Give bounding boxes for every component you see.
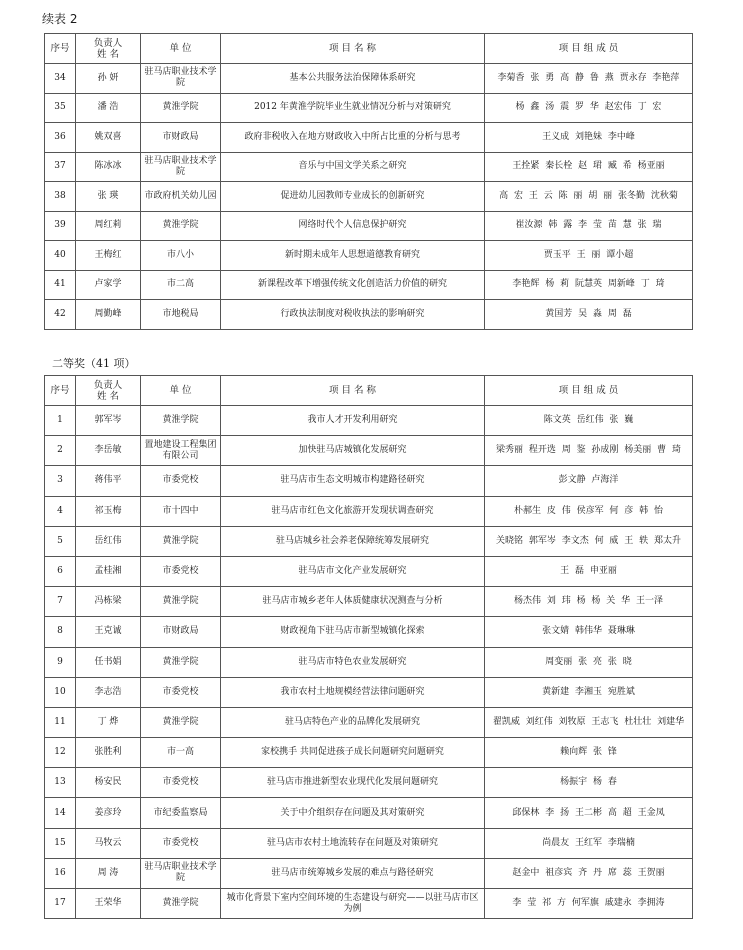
row-members: 黄国芳 吴 淼 周 磊 (485, 300, 693, 330)
table-row (45, 707, 693, 737)
row-leader: 张 瑛 (76, 182, 141, 212)
row-members: 梁秀丽 程开选 周 鉴 孙成刚 杨美丽 曹 琦 (485, 436, 693, 466)
row-members: 赵金中 祖彦宾 齐 丹 席 蕊 王贺丽 (485, 858, 693, 888)
row-project: 城市化背景下室内空间环境的生态建设与研究——以驻马店市区为例 (221, 889, 485, 919)
row-project: 音乐与中国文学关系之研究 (221, 152, 485, 182)
row-index: 15 (45, 828, 76, 858)
header-index: 序号 (45, 34, 76, 64)
table-row (45, 677, 693, 707)
row-leader: 周勤峰 (76, 300, 141, 330)
row-unit: 市财政局 (141, 617, 221, 647)
header-project: 项 目 名 称 (221, 34, 485, 64)
row-leader: 李岳敏 (76, 436, 141, 466)
row-unit: 置地建设工程集团有限公司 (141, 436, 221, 466)
row-project: 驻马店市推进新型农业现代化发展问题研究 (221, 768, 485, 798)
header-unit: 单 位 (141, 34, 221, 64)
row-leader: 孙 妍 (76, 64, 141, 94)
table-header-row (45, 376, 693, 406)
row-index: 7 (45, 587, 76, 617)
table-row (45, 496, 693, 526)
row-project: 家校携手 共同促进孩子成长问题研究问题研究 (221, 738, 485, 768)
row-unit: 市地税局 (141, 300, 221, 330)
row-leader: 周 涛 (76, 858, 141, 888)
row-index: 8 (45, 617, 76, 647)
row-leader: 陈冰冰 (76, 152, 141, 182)
row-project: 驻马店市生态文明城市构建路径研究 (221, 466, 485, 496)
row-leader: 蒋伟平 (76, 466, 141, 496)
row-project: 政府非税收入在地方财政收入中所占比重的分析与思考 (221, 123, 485, 153)
row-index: 38 (45, 182, 76, 212)
row-leader: 岳红伟 (76, 526, 141, 556)
row-project: 财政视角下驻马店市新型城镇化探索 (221, 617, 485, 647)
row-members: 陈文英 岳红伟 张 巍 (485, 406, 693, 436)
row-unit: 驻马店职业技术学院 (141, 858, 221, 888)
row-project: 2012 年黄淮学院毕业生就业情况分析与对策研究 (221, 93, 485, 123)
row-unit: 市八小 (141, 241, 221, 271)
table-row (45, 556, 693, 586)
row-index: 16 (45, 858, 76, 888)
row-index: 9 (45, 647, 76, 677)
row-members: 贾玉平 王 丽 谭小超 (485, 241, 693, 271)
row-members: 赖向辉 张 锋 (485, 738, 693, 768)
row-members: 杨杰伟 刘 玮 杨 杨 关 华 王一泽 (485, 587, 693, 617)
row-members: 彭文静 卢海洋 (485, 466, 693, 496)
row-index: 42 (45, 300, 76, 330)
row-leader: 姚双喜 (76, 123, 141, 153)
row-members: 高 宏 王 云 陈 丽 胡 丽 张冬勤 沈秋菊 (485, 182, 693, 212)
table-row (45, 617, 693, 647)
row-project: 驻马店市统筹城乡发展的难点与路径研究 (221, 858, 485, 888)
row-leader: 马牧云 (76, 828, 141, 858)
table-row (45, 738, 693, 768)
row-members: 朴郝生 皮 伟 侯彦军 何 彦 韩 怡 (485, 496, 693, 526)
table-first-prize-continued (44, 33, 693, 330)
row-index: 14 (45, 798, 76, 828)
row-index: 1 (45, 406, 76, 436)
row-leader: 冯栋梁 (76, 587, 141, 617)
row-unit: 驻马店职业技术学院 (141, 152, 221, 182)
row-members: 李 莹 祁 方 何军旗 戚建永 李拥涛 (485, 889, 693, 919)
row-members: 王 磊 申亚丽 (485, 556, 693, 586)
header-members: 项 目 组 成 员 (485, 34, 693, 64)
row-project: 驻马店市特色农业发展研究 (221, 647, 485, 677)
row-leader: 孟桂湘 (76, 556, 141, 586)
row-leader: 周红莉 (76, 211, 141, 241)
row-unit: 市十四中 (141, 496, 221, 526)
row-unit: 市委党校 (141, 828, 221, 858)
table-row (45, 123, 693, 153)
row-project: 基本公共服务法治保障体系研究 (221, 64, 485, 94)
row-unit: 市纪委监察局 (141, 798, 221, 828)
row-leader: 任书娟 (76, 647, 141, 677)
row-index: 5 (45, 526, 76, 556)
row-leader: 王荣华 (76, 889, 141, 919)
row-members: 张文婧 韩伟华 聂琳琳 (485, 617, 693, 647)
row-leader: 祁玉梅 (76, 496, 141, 526)
row-leader: 李志浩 (76, 677, 141, 707)
row-leader: 潘 浩 (76, 93, 141, 123)
table-row (45, 768, 693, 798)
row-unit: 黄淮学院 (141, 707, 221, 737)
table-row (45, 436, 693, 466)
header-project: 项 目 名 称 (221, 376, 485, 406)
row-index: 34 (45, 64, 76, 94)
table-row (45, 241, 693, 271)
table-row (45, 587, 693, 617)
row-project: 我市农村土地规模经营法律问题研究 (221, 677, 485, 707)
row-unit: 黄淮学院 (141, 93, 221, 123)
row-unit: 黄淮学院 (141, 526, 221, 556)
row-project: 新课程改革下增强传统文化创造活力价值的研究 (221, 270, 485, 300)
row-index: 2 (45, 436, 76, 466)
row-members: 李艳辉 杨 莉 阮慧英 周新峰 丁 琦 (485, 270, 693, 300)
row-members: 邱保林 李 扬 王二彬 高 超 王金凤 (485, 798, 693, 828)
row-leader: 姜彦玲 (76, 798, 141, 828)
table-row (45, 64, 693, 94)
row-unit: 驻马店职业技术学院 (141, 64, 221, 94)
row-members: 关晓铭 郭军岑 李文杰 何 威 王 轶 郑太升 (485, 526, 693, 556)
row-index: 37 (45, 152, 76, 182)
row-index: 36 (45, 123, 76, 153)
row-project: 新时期未成年人思想道德教育研究 (221, 241, 485, 271)
row-project: 驻马店特色产业的品牌化发展研究 (221, 707, 485, 737)
row-project: 驻马店市红色文化旅游开发现状调查研究 (221, 496, 485, 526)
row-index: 40 (45, 241, 76, 271)
table-second-prize (44, 375, 693, 919)
row-index: 35 (45, 93, 76, 123)
row-index: 3 (45, 466, 76, 496)
row-unit: 市一高 (141, 738, 221, 768)
table-row (45, 858, 693, 888)
second-prize-title: 二等奖（41 项） (52, 357, 136, 370)
row-index: 39 (45, 211, 76, 241)
row-project: 驻马店城乡社会养老保障统筹发展研究 (221, 526, 485, 556)
row-project: 驻马店市文化产业发展研究 (221, 556, 485, 586)
table-row (45, 211, 693, 241)
table-row (45, 889, 693, 919)
table-row (45, 828, 693, 858)
row-project: 行政执法制度对税收执法的影响研究 (221, 300, 485, 330)
row-project: 加快驻马店城镇化发展研究 (221, 436, 485, 466)
row-members: 杨 鑫 汤 震 罗 华 赵宏伟 丁 宏 (485, 93, 693, 123)
table-row (45, 270, 693, 300)
row-unit: 市财政局 (141, 123, 221, 153)
continued-table-title: 续表 2 (42, 12, 78, 26)
row-leader: 杨安民 (76, 768, 141, 798)
table-row (45, 93, 693, 123)
row-members: 黄新建 李湘玉 宛胜斌 (485, 677, 693, 707)
row-leader: 丁 烨 (76, 707, 141, 737)
row-index: 10 (45, 677, 76, 707)
row-members: 王拴紧 秦长栓 赵 珺 臧 希 杨亚丽 (485, 152, 693, 182)
row-project: 网络时代个人信息保护研究 (221, 211, 485, 241)
row-leader: 王克诚 (76, 617, 141, 647)
row-index: 4 (45, 496, 76, 526)
row-members: 李菊香 张 勇 高 静 鲁 燕 贾永存 李艳萍 (485, 64, 693, 94)
table-row (45, 152, 693, 182)
row-unit: 市二高 (141, 270, 221, 300)
row-index: 12 (45, 738, 76, 768)
header-leader: 负责人 姓 名 (76, 34, 141, 64)
row-unit: 黄淮学院 (141, 889, 221, 919)
row-project: 促进幼儿园教师专业成长的创新研究 (221, 182, 485, 212)
header-leader: 负责人 姓 名 (76, 376, 141, 406)
row-index: 17 (45, 889, 76, 919)
row-unit: 市委党校 (141, 677, 221, 707)
row-members: 杨振宇 杨 春 (485, 768, 693, 798)
row-members: 翟凯威 刘红伟 刘牧原 王志飞 杜壮壮 刘建华 (485, 707, 693, 737)
row-unit: 黄淮学院 (141, 406, 221, 436)
table-row (45, 526, 693, 556)
row-leader: 张胜利 (76, 738, 141, 768)
row-unit: 市委党校 (141, 556, 221, 586)
row-index: 13 (45, 768, 76, 798)
row-project: 驻马店市农村土地流转存在问题及对策研究 (221, 828, 485, 858)
row-unit: 黄淮学院 (141, 587, 221, 617)
row-unit: 黄淮学院 (141, 647, 221, 677)
table-row (45, 798, 693, 828)
table-row (45, 647, 693, 677)
row-project: 关于中介组织存在问题及其对策研究 (221, 798, 485, 828)
row-leader: 王梅红 (76, 241, 141, 271)
row-project: 我市人才开发利用研究 (221, 406, 485, 436)
table-header-row (45, 34, 693, 64)
row-leader: 卢家学 (76, 270, 141, 300)
table-row (45, 300, 693, 330)
row-project: 驻马店市城乡老年人体质健康状况测查与分析 (221, 587, 485, 617)
row-unit: 市委党校 (141, 466, 221, 496)
row-unit: 市政府机关幼儿园 (141, 182, 221, 212)
row-index: 6 (45, 556, 76, 586)
table-row (45, 406, 693, 436)
header-members: 项 目 组 成 员 (485, 376, 693, 406)
row-members: 尚晨友 王红军 李瑞楠 (485, 828, 693, 858)
row-index: 41 (45, 270, 76, 300)
row-unit: 黄淮学院 (141, 211, 221, 241)
header-unit: 单 位 (141, 376, 221, 406)
row-unit: 市委党校 (141, 768, 221, 798)
table-row (45, 182, 693, 212)
row-index: 11 (45, 707, 76, 737)
row-members: 王义成 刘艳妹 李中峰 (485, 123, 693, 153)
row-leader: 郭军岑 (76, 406, 141, 436)
header-index: 序号 (45, 376, 76, 406)
row-members: 周变丽 张 亮 张 晓 (485, 647, 693, 677)
table-row (45, 466, 693, 496)
row-members: 崔汝源 韩 露 李 莹 苗 慧 张 瑞 (485, 211, 693, 241)
